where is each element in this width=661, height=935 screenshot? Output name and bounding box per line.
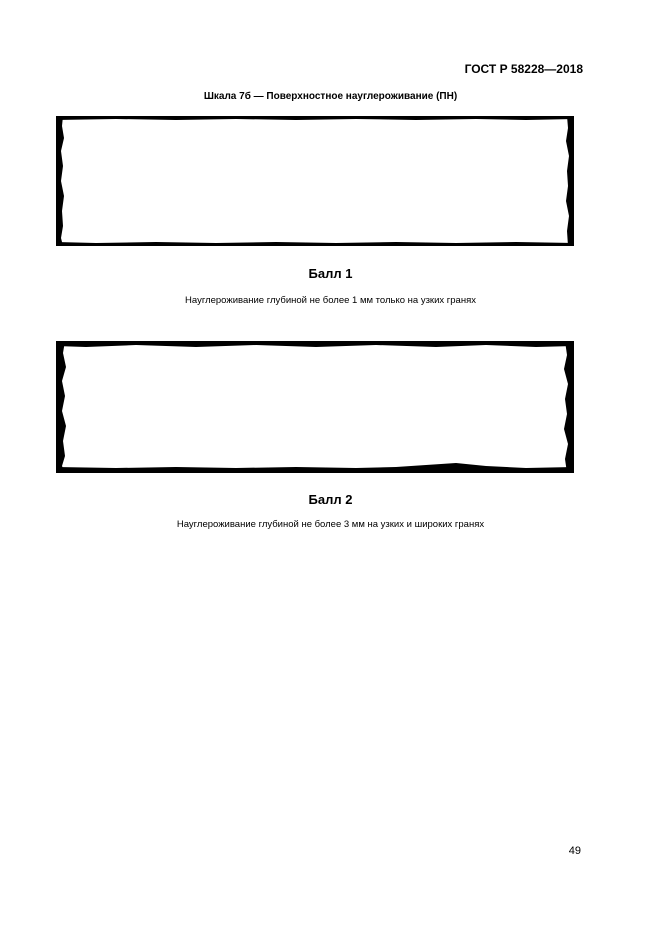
grade-2-caption: Науглероживание глубиной не более 3 мм на узких и широких гранях — [176, 519, 485, 530]
specimen-image-grade-1 — [56, 116, 574, 246]
grade-1-label: Балл 1 — [308, 266, 353, 281]
scale-title: Шкала 7б — Поверхностное науглероживание (ПН) — [203, 91, 458, 102]
document-code: ГОСТ Р 58228—2018 — [464, 62, 583, 76]
grade-1-caption: Науглероживание глубиной не более 1 мм только на узких гранях — [185, 295, 476, 306]
grade-2-label: Балл 2 — [308, 492, 353, 507]
page-number: 49 — [568, 845, 581, 857]
specimen-image-grade-2 — [56, 341, 574, 473]
